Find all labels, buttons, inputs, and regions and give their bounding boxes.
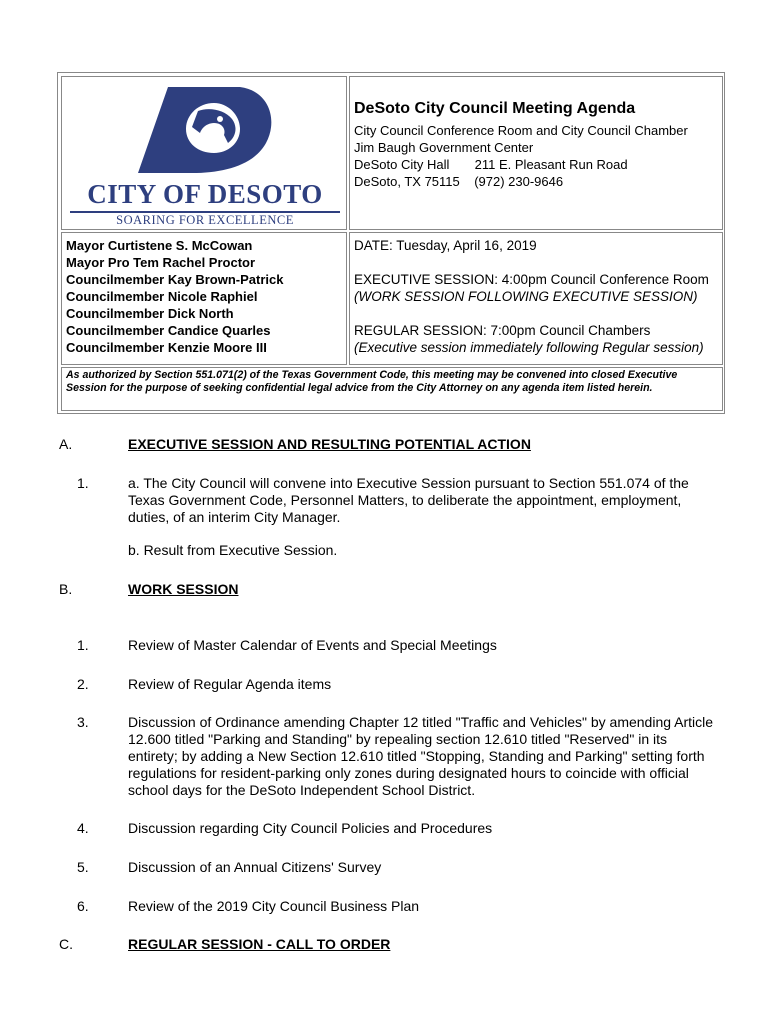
item-text: Discussion of Ordinance amending Chapter 12 titled "Traffic and Vehicles" by amending Article 12.600 titled "Parking and Standing" by repealing section 12.610 titled "Reserved" in its entirety; by adding a New Section 12.610 titled "Stopping, Standing and Parking" setting forth regulations for resident-parking only zones during designated hours to coincide with official school days for the DeSoto Independent School District. xyxy=(128,714,714,798)
member-name: Councilmember Nicole Raphiel xyxy=(66,289,258,304)
item-number: 2. xyxy=(77,676,89,692)
executive-session-note: (WORK SESSION FOLLOWING EXECUTIVE SESSION) xyxy=(354,289,698,304)
item-number: 5. xyxy=(77,859,89,875)
location-line: City Council Conference Room and City Council Chamber xyxy=(354,123,688,138)
location-line: DeSoto City Hall 211 E. Pleasant Run Road xyxy=(354,157,628,172)
section-letter: B. xyxy=(59,581,73,597)
executive-session-time: EXECUTIVE SESSION: 4:00pm Council Conference Room xyxy=(354,272,709,287)
eagle-d-logo-icon xyxy=(128,81,278,177)
section-letter: C. xyxy=(59,936,73,952)
authorization-cell xyxy=(61,367,723,411)
section-title: EXECUTIVE SESSION AND RESULTING POTENTIAL ACTION xyxy=(128,436,531,452)
meeting-info-cell xyxy=(349,76,723,230)
session-times-cell xyxy=(349,232,723,365)
item-number: 3. xyxy=(77,714,89,730)
item-text: a. The City Council will convene into Executive Session pursuant to Section 551.074 of the Texas Government Code, Personnel Matters, to deliberate the appointment, employment, duties, of an interim City Manager. xyxy=(128,475,689,525)
member-name: Mayor Pro Tem Rachel Proctor xyxy=(66,255,256,270)
agenda-title: DeSoto City Council Meeting Agenda xyxy=(354,100,636,117)
section-title: REGULAR SESSION - CALL TO ORDER xyxy=(128,936,391,952)
item-number: 4. xyxy=(77,820,89,836)
item-text: Discussion of an Annual Citizens' Survey xyxy=(128,859,382,875)
authorization-notice: As authorized by Section 551.071(2) of the Texas Government Code, this meeting may be convened into closed Executive Session for the purpose of seeking confidential legal advice from the City Attorney on any agenda item listed herein. xyxy=(66,369,678,394)
item-text: b. Result from Executive Session. xyxy=(128,542,338,558)
item-number: 1. xyxy=(77,475,89,491)
section-title: WORK SESSION xyxy=(128,581,239,597)
logo-cell xyxy=(61,76,347,230)
member-name: Councilmember Candice Quarles xyxy=(66,323,271,338)
member-name: Councilmember Kenzie Moore III xyxy=(66,340,267,355)
regular-session-time: REGULAR SESSION: 7:00pm Council Chambers xyxy=(354,323,651,338)
item-text: Review of the 2019 City Council Business Plan xyxy=(128,898,420,914)
section-letter: A. xyxy=(59,436,73,452)
item-text: Discussion regarding City Council Policies and Procedures xyxy=(128,820,493,836)
location-line: Jim Baugh Government Center xyxy=(354,140,534,155)
member-name: Mayor Curtistene S. McCowan xyxy=(66,238,253,253)
item-number: 1. xyxy=(77,637,89,653)
logo-name: CITY OF DESOTO xyxy=(87,179,323,209)
agenda-header-table xyxy=(57,72,725,414)
item-text: Review of Master Calendar of Events and Special Meetings xyxy=(128,637,497,653)
council-members-cell xyxy=(61,232,347,365)
item-number: 6. xyxy=(77,898,89,914)
member-name: Councilmember Dick North xyxy=(66,306,234,321)
item-text: Review of Regular Agenda items xyxy=(128,676,332,692)
logo-tagline: SOARING FOR EXCELLENCE xyxy=(116,213,294,227)
location-line: DeSoto, TX 75115 (972) 230-9646 xyxy=(354,174,564,189)
regular-session-note: (Executive session immediately following Regular session) xyxy=(354,340,704,355)
member-name: Councilmember Kay Brown-Patrick xyxy=(66,272,284,287)
meeting-date: DATE: Tuesday, April 16, 2019 xyxy=(354,238,537,253)
